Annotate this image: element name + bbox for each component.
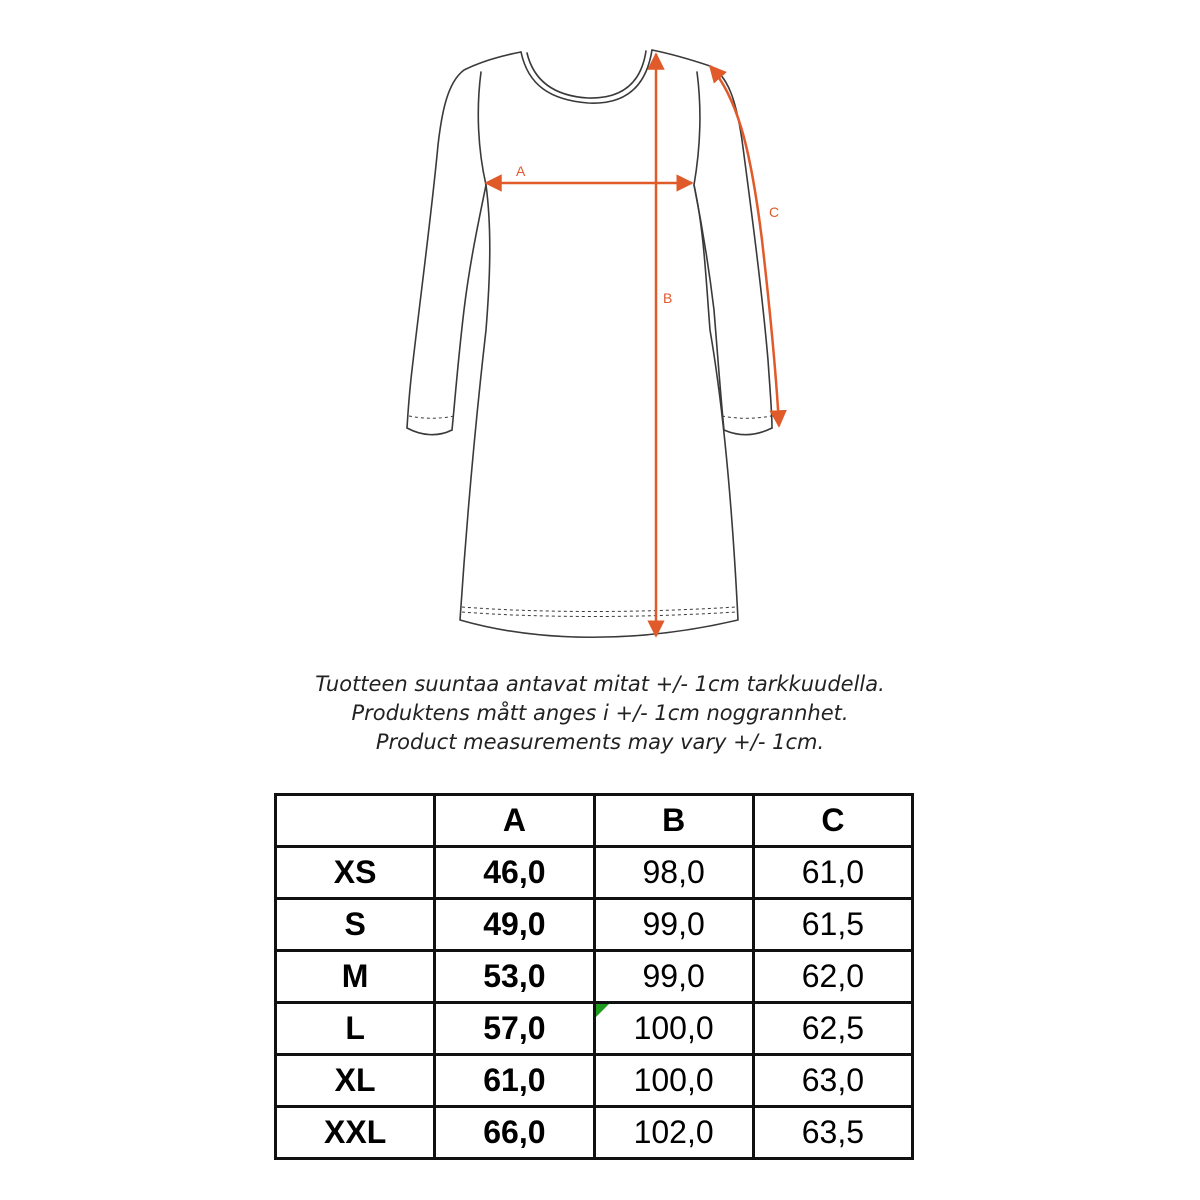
size-label: XXL — [276, 1107, 435, 1159]
value-a: 66,0 — [435, 1107, 594, 1159]
note-line-finnish: Tuotteen suuntaa antavat mitat +/- 1cm tarkkuudella. — [315, 672, 885, 696]
value-b: 98,0 — [594, 847, 753, 899]
header-c: C — [753, 795, 912, 847]
value-b — [594, 1003, 753, 1055]
table-header-row — [276, 795, 913, 847]
dimension-c-label: C — [769, 204, 780, 220]
value-c: 63,0 — [753, 1055, 912, 1107]
table-row — [276, 847, 913, 899]
dimension-b-label: B — [663, 290, 673, 306]
table-row — [276, 1003, 913, 1055]
size-label: XL — [276, 1055, 435, 1107]
dress-outline — [407, 50, 772, 637]
stitching-lines — [409, 416, 771, 617]
size-label: L — [276, 1003, 435, 1055]
dimension-a-label: A — [516, 163, 526, 179]
note-line-swedish: Produktens mått anges i +/- 1cm noggrannhet. — [351, 701, 849, 725]
measurement-note — [0, 670, 1200, 757]
size-label: S — [276, 899, 435, 951]
header-b: B — [594, 795, 753, 847]
value-a: 46,0 — [435, 847, 594, 899]
value-c: 62,5 — [753, 1003, 912, 1055]
size-label: XS — [276, 847, 435, 899]
size-table — [274, 793, 914, 1160]
header-a: A — [435, 795, 594, 847]
size-label: M — [276, 951, 435, 1003]
note-line-english: Product measurements may vary +/- 1cm. — [375, 730, 825, 754]
value-b: 100,0 — [594, 1055, 753, 1107]
value-a: 57,0 — [435, 1003, 594, 1055]
value-c: 62,0 — [753, 951, 912, 1003]
value-a: 49,0 — [435, 899, 594, 951]
value-a: 61,0 — [435, 1055, 594, 1107]
value-c: 61,5 — [753, 899, 912, 951]
value-b: 99,0 — [594, 951, 753, 1003]
value-a: 53,0 — [435, 951, 594, 1003]
table-row — [276, 1107, 913, 1159]
value-b: 99,0 — [594, 899, 753, 951]
value-c: 63,5 — [753, 1107, 912, 1159]
header-size — [276, 795, 435, 847]
value-c: 61,0 — [753, 847, 912, 899]
table-row — [276, 1055, 913, 1107]
value-b: 102,0 — [594, 1107, 753, 1159]
table-row — [276, 899, 913, 951]
comment-marker-icon — [596, 1004, 609, 1017]
table-row — [276, 951, 913, 1003]
value-b-text: 100,0 — [633, 1010, 714, 1046]
